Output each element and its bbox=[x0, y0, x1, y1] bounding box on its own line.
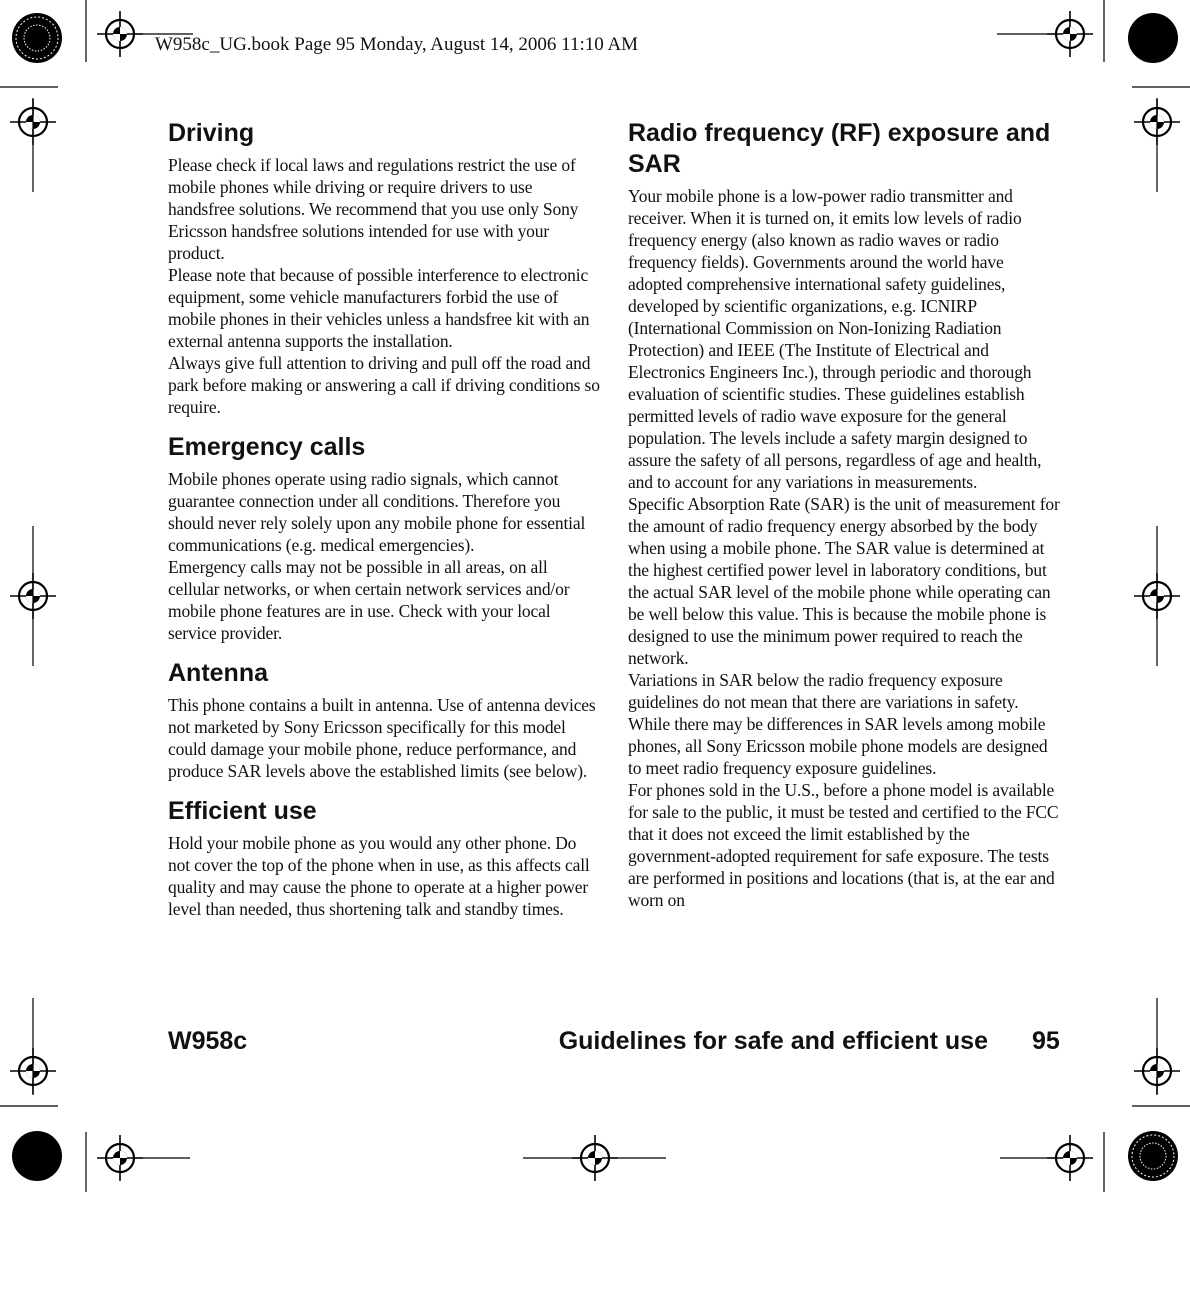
paragraph: Always give full attention to driving and pull off the road and park before making or answering a call if driving conditions so require. bbox=[168, 353, 600, 417]
section-antenna bbox=[168, 658, 602, 782]
paragraph: Please note that because of possible interference to electronic equipment, some vehicle manufacturers forbid the use of mobile phones in their vehicles unless a handsfree kit with an external antenna supports the installation. bbox=[168, 265, 590, 351]
starburst-mark-top-left bbox=[12, 13, 62, 63]
paragraph: Specific Absorption Rate (SAR) is the unit of measurement for the amount of radio frequency energy absorbed by the body when using a mobile phone. The SAR value is determined at the highest certified power level in laboratory conditions, but the actual SAR level of the mobile phone while operating can be well below this value. This is because the mobile phone is designed to use the minimum power required to reach the network. bbox=[628, 494, 1060, 668]
paragraph: Hold your mobile phone as you would any other phone. Do not cover the top of the phone when in use, as this affects call quality and may cause the phone to operate at a higher power level than needed, thus shortening talk and standby times. bbox=[168, 833, 590, 919]
paragraph: Emergency calls may not be possible in all areas, on all cellular networks, or when certain network services and/or mobile phone features are in use. Check with your local service provider. bbox=[168, 557, 570, 643]
solid-dot-mark-bottom-left bbox=[12, 1131, 62, 1181]
right-column bbox=[628, 118, 1060, 911]
paragraph: For phones sold in the U.S., before a phone model is available for sale to the public, it must be tested and certified to the FCC that it does not exceed the limit established by the government-adopted requirement for safe exposure. The tests are performed in positions and locations (that is, at the ear and worn on bbox=[628, 780, 1059, 910]
starburst-mark-bottom-right bbox=[1128, 1131, 1178, 1181]
footer-chapter-title: Guidelines for safe and efficient use bbox=[558, 1027, 988, 1055]
paragraph: Please check if local laws and regulations restrict the use of mobile phones while driving or require drivers to use handsfree solutions. We recommend that you use only Sony Ericsson handsfree solutions intended for use with your product. bbox=[168, 155, 579, 263]
print-slug-line: W958c_UG.book Page 95 Monday, August 14, 2006 11:10 AM bbox=[155, 34, 639, 55]
paragraph: Your mobile phone is a low-power radio transmitter and receiver. When it is turned on, it emits low levels of radio frequency energy (also known as radio waves or radio frequency fields). Governments around the world have adopted comprehensive international safety guidelines, developed by scientific organizations, e.g. ICNIRP (International Commission on Non-Ionizing Radiation Protection) and IEEE (The Institute of Electrical and Electronics Engineers Inc.), through periodic and thorough evaluation of scientific studies. These guidelines establish permitted levels of radio wave exposure for the general population. The levels include a safety margin designed to assure the safety of all persons, regardless of age and health, and to account for any variations in measurements. bbox=[628, 186, 1042, 492]
footer-model-name: W958c bbox=[168, 1027, 248, 1055]
paragraph: Mobile phones operate using radio signals, which cannot guarantee connection under all conditions. Therefore you should never rely solely upon any mobile phone for essential communications (e.g. medical emergencies). bbox=[168, 469, 586, 555]
paragraph: This phone contains a built in antenna. Use of antenna devices not marketed by Sony Ericsson specifically for this model could damage your mobile phone, reduce performance, and produce SAR levels above the established limits (see below). bbox=[168, 695, 596, 781]
section-driving bbox=[168, 118, 602, 418]
section-heading: Efficient use bbox=[168, 797, 317, 825]
section-heading: Antenna bbox=[168, 659, 268, 687]
solid-dot-mark-top-right bbox=[1128, 13, 1178, 63]
section-heading: Emergency calls bbox=[168, 433, 366, 461]
section-efficient-use bbox=[168, 796, 602, 920]
left-column bbox=[168, 118, 602, 920]
section-heading: Driving bbox=[168, 119, 255, 147]
section-emergency-calls bbox=[168, 432, 602, 644]
paragraph: Variations in SAR below the radio frequency exposure guidelines do not mean that there are variations in safety. While there may be differences in SAR levels among mobile phones, all Sony Ericsson mobile phone models are designed to meet radio frequency exposure guidelines. bbox=[628, 670, 1048, 778]
footer-page-number: 95 bbox=[1032, 1027, 1060, 1055]
section-rf-exposure-and-sar bbox=[628, 118, 1060, 911]
section-heading: Radio frequency (RF) exposure and SAR bbox=[628, 119, 1051, 178]
